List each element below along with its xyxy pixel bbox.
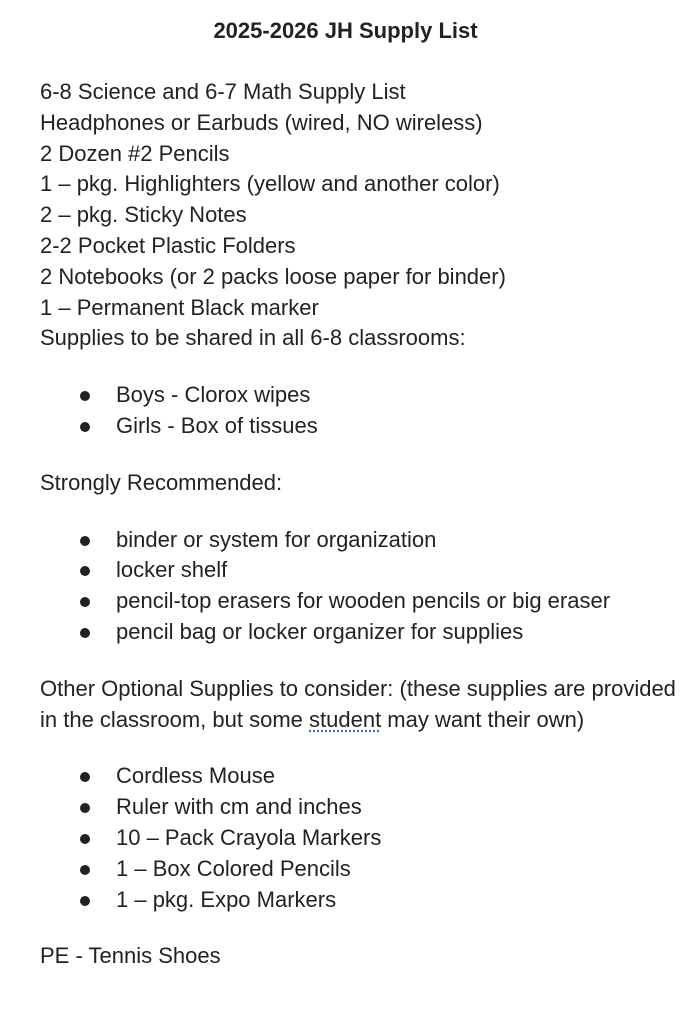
spellcheck-flagged-word[interactable]: student — [309, 706, 382, 732]
list-item — [40, 823, 680, 854]
spacer — [40, 354, 680, 380]
list-item-text: binder or system for organization — [116, 526, 437, 552]
bullet-icon — [80, 865, 90, 875]
list-item — [40, 525, 680, 556]
pe-requirement: PE - Tennis Shoes — [40, 943, 221, 969]
recommended-list — [40, 525, 680, 648]
spacer — [40, 499, 680, 525]
main-list-item: 1 – Permanent Black marker — [40, 294, 319, 320]
list-item-text: 1 – Box Colored Pencils — [116, 855, 351, 881]
spacer — [40, 735, 680, 761]
list-item — [40, 761, 680, 792]
main-list-item: 1 – pkg. Highlighters (yellow and another color) — [40, 171, 500, 197]
main-list-item: 2 – pkg. Sticky Notes — [40, 202, 247, 228]
recommended-heading: Strongly Recommended: — [40, 469, 283, 495]
bullet-icon — [80, 536, 90, 546]
optional-heading-text: Other Optional Supplies to consider: (these supplies are provided in the classroom, but some — [40, 675, 676, 732]
spacer — [40, 915, 680, 941]
list-item — [40, 380, 680, 411]
bullet-icon — [80, 834, 90, 844]
optional-heading-text-end: may want their own) — [381, 706, 585, 732]
list-item — [40, 617, 680, 648]
list-item-text: Boys - Clorox wipes — [116, 382, 311, 408]
bullet-icon — [80, 772, 90, 782]
document-body — [40, 77, 680, 972]
list-item-text: 1 – pkg. Expo Markers — [116, 886, 337, 912]
list-item — [40, 411, 680, 442]
bullet-icon — [80, 803, 90, 813]
list-item-text: locker shelf — [116, 557, 228, 583]
main-list-item: 2 Dozen #2 Pencils — [40, 140, 230, 166]
list-item — [40, 586, 680, 617]
bullet-icon — [80, 422, 90, 432]
main-list-heading: 6-8 Science and 6-7 Math Supply List — [40, 79, 406, 104]
list-item — [40, 885, 680, 916]
shared-supplies-heading: Supplies to be shared in all 6-8 classrooms: — [40, 325, 466, 351]
list-item-text: Cordless Mouse — [116, 763, 275, 789]
list-item — [40, 854, 680, 885]
spacer — [40, 648, 680, 674]
main-list-item: Headphones or Earbuds (wired, NO wireless) — [40, 109, 483, 135]
main-list-item: 2 Notebooks (or 2 packs loose paper for binder) — [40, 263, 506, 289]
spacer — [40, 442, 680, 468]
shared-supplies-list — [40, 380, 680, 442]
document-title: 2025-2026 JH Supply List — [213, 18, 478, 43]
main-list-item: 2-2 Pocket Plastic Folders — [40, 232, 296, 258]
optional-list — [40, 761, 680, 915]
list-item-text: Girls - Box of tissues — [116, 412, 318, 438]
bullet-icon — [80, 628, 90, 638]
bullet-icon — [80, 391, 90, 401]
list-item-text: 10 – Pack Crayola Markers — [116, 824, 382, 850]
optional-heading — [40, 674, 680, 736]
list-item-text: pencil bag or locker organizer for supplies — [116, 618, 524, 644]
list-item — [40, 792, 680, 823]
bullet-icon — [80, 566, 90, 576]
list-item-text: Ruler with cm and inches — [116, 794, 362, 820]
list-item — [40, 555, 680, 586]
bullet-icon — [80, 896, 90, 906]
list-item-text: pencil-top erasers for wooden pencils or big eraser — [116, 588, 611, 614]
bullet-icon — [80, 597, 90, 607]
